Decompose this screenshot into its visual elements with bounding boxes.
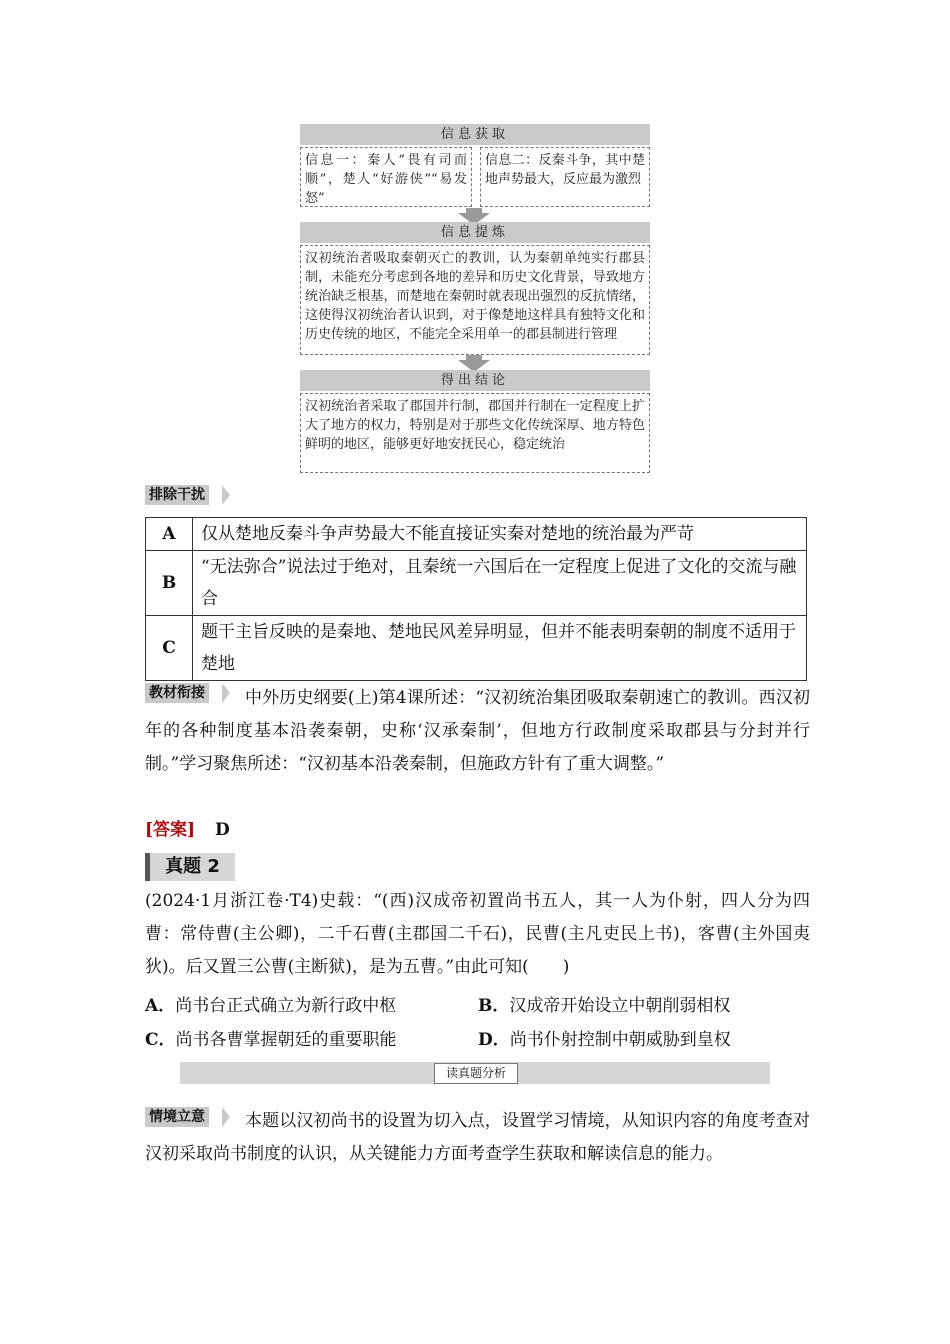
- context-paragraph: 本题以汉初尚书的设置为切入点，设置学习情境，从知识内容的角度考查对汉初采取尚书制度的认识，从关键能力方面考查学生获取和解读信息的能力。: [145, 1111, 810, 1164]
- answer-label: [答案]: [145, 820, 196, 840]
- analysis-label: 读真题分析: [434, 1063, 518, 1084]
- context-tag: 情境立意: [145, 1107, 209, 1127]
- question-title: 真题 2: [145, 853, 235, 881]
- textbook-tag: 教材衔接: [145, 683, 209, 703]
- flowchart-header-conclusion: 得出结论: [300, 370, 650, 391]
- table-row: [146, 616, 807, 681]
- info-two-box: 信息二：反秦斗争，其中楚地声势最大，反应最为激烈: [480, 147, 650, 207]
- tag-tail: [222, 485, 230, 505]
- option-explanation: 题干主旨反映的是秦地、楚地民风差异明显，但并不能表明秦朝的制度不适用于楚地: [193, 616, 807, 681]
- conclusion-box: 汉初统治者采取了郡国并行制，郡国并行制在一定程度上扩大了地方的权力，特别是对于那些文化传统深厚、地方特色鲜明的地区，能够更好地安抚民心，稳定统治: [300, 393, 650, 473]
- exclusion-table: [145, 517, 807, 681]
- choice-a[interactable]: A．尚书台正式确立为新行政中枢: [145, 996, 397, 1016]
- flowchart-header-info-acquire: 信息获取: [300, 124, 650, 145]
- option-explanation: 仅从楚地反秦斗争声势最大不能直接证实秦对楚地的统治最为严苛: [193, 518, 807, 551]
- question-stem: (2024·1月浙江卷·T4)史载：“(西)汉成帝初置尚书五人，其一人为仆射，四人分为四曹：常侍曹(主公卿)，二千石曹(主郡国二千石)，民曹(主凡吏民上书)，客曹(主外国夷狄)。后又置三公曹(主断狱)，是为五曹。”由此可知( ): [145, 891, 810, 977]
- option-key: B: [146, 551, 193, 616]
- refine-box: 汉初统治者吸取秦朝灭亡的教训，认为秦朝单纯实行郡县制，未能充分考虑到各地的差异和历史文化背景，导致地方统治缺乏根基，而楚地在秦朝时就表现出强烈的反抗情绪，这使得汉初统治者认识到，对于像楚地这样具有独特文化和历史传统的地区，不能完全采用单一的郡县制进行管理: [300, 245, 650, 355]
- flowchart-header-refine: 信息提炼: [300, 222, 650, 243]
- info-one-box: 信息一：秦人“畏有司而顺”，楚人“好游侠”“易发怒”: [300, 147, 472, 207]
- answer-value: D: [215, 820, 230, 840]
- textbook-paragraph: 中外历史纲要(上)第4课所述：“汉初统治集团吸取秦朝速亡的教训。西汉初年的各种制度基本沿袭秦朝，史称‘汉承秦制’，但地方行政制度采取郡县与分封并行制。”学习聚焦所述：“汉初基本沿袭秦制，但施政方针有了重大调整。”: [145, 688, 810, 774]
- exclude-tag: 排除干扰: [145, 485, 209, 505]
- choice-c[interactable]: C．尚书各曹掌握朝廷的重要职能: [145, 1030, 397, 1050]
- option-key: C: [146, 616, 193, 681]
- option-key: A: [146, 518, 193, 551]
- option-explanation: “无法弥合”说法过于绝对，且秦统一六国后在一定程度上促进了文化的交流与融合: [193, 551, 807, 616]
- table-row: [146, 551, 807, 616]
- table-row: [146, 518, 807, 551]
- choice-b[interactable]: B．汉成帝开始设立中朝削弱相权: [478, 996, 731, 1016]
- choice-d[interactable]: D．尚书仆射控制中朝威胁到皇权: [478, 1030, 731, 1050]
